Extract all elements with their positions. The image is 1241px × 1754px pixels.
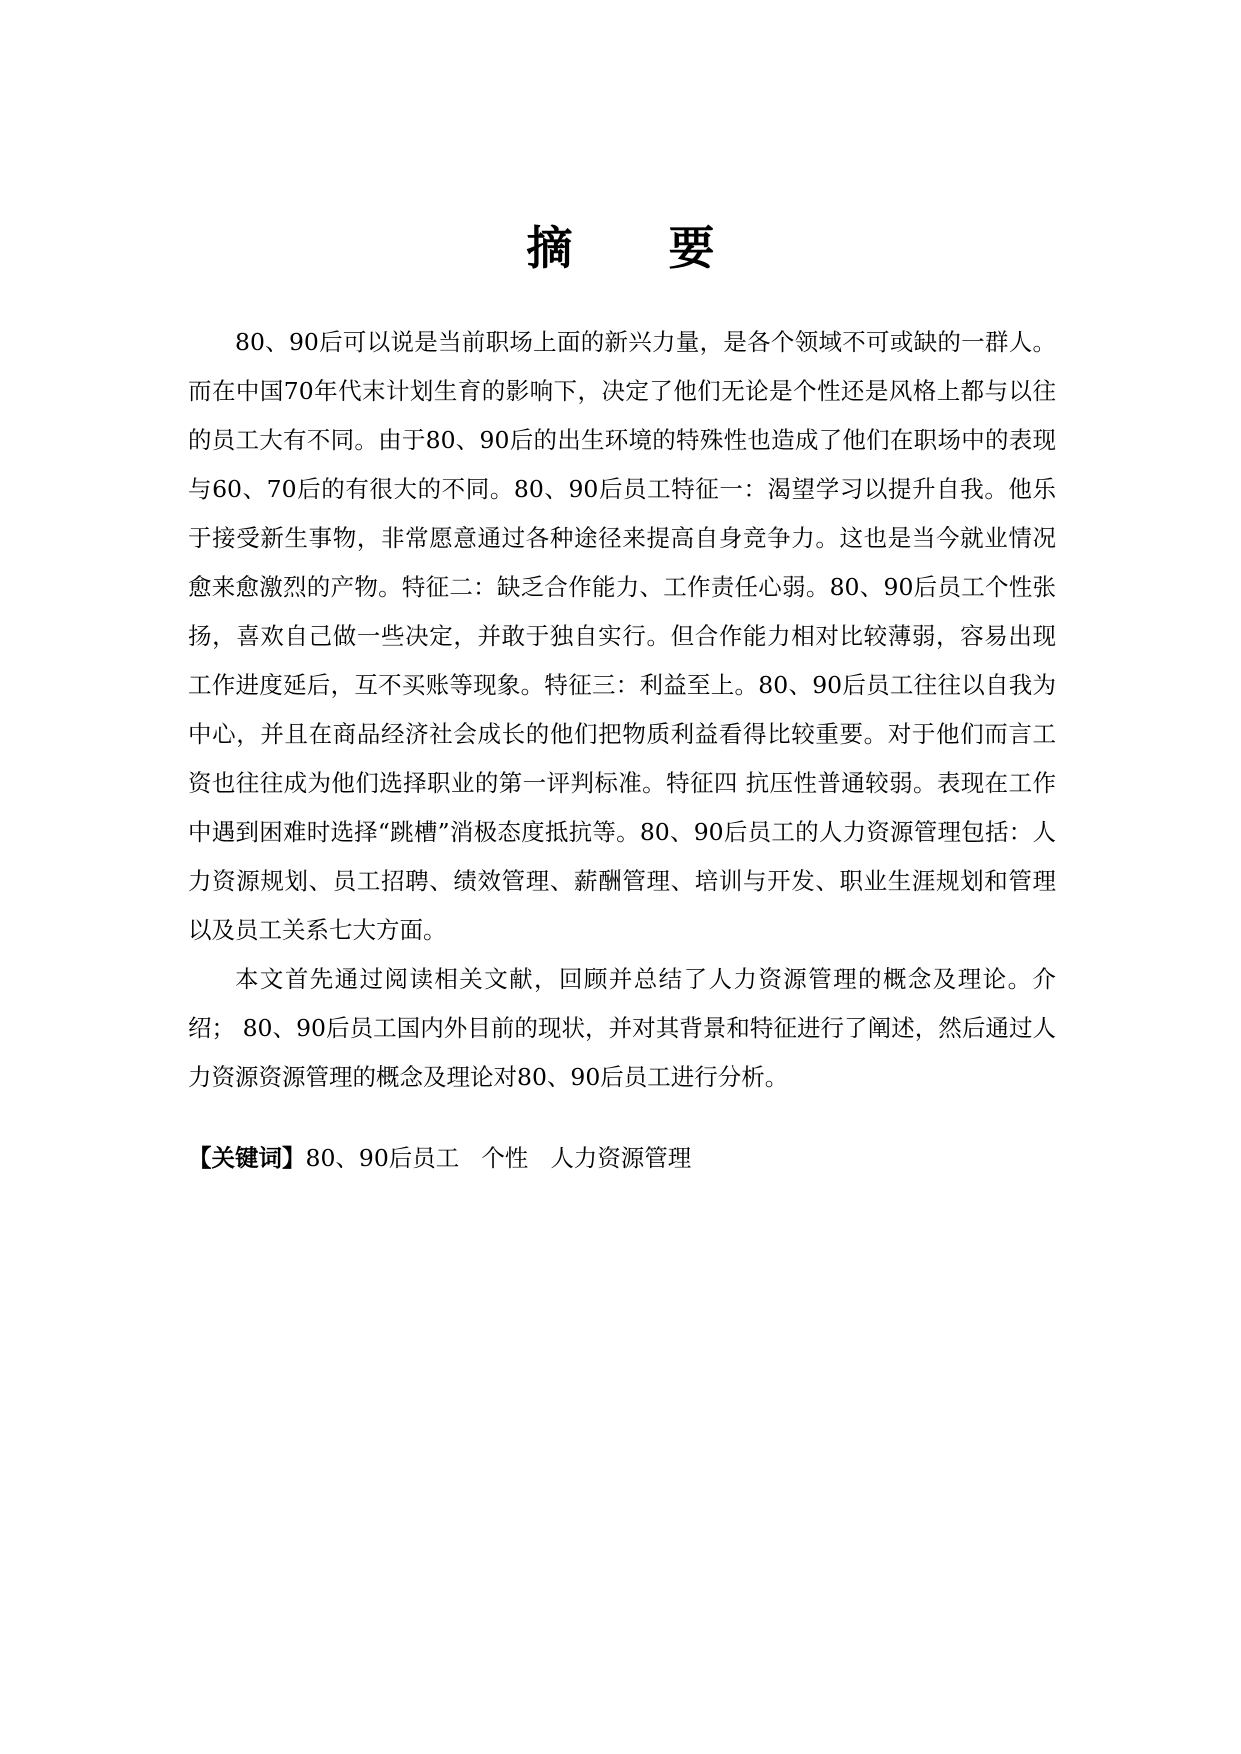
keywords-line <box>188 1134 1056 1183</box>
abstract-paragraph-2: 本文首先通过阅读相关文献，回顾并总结了人力资源管理的概念及理论。介绍； 80、90后员工国内外目前的现状，并对其背景和特征进行了阐述，然后通过人力资源资源管理的概念及理论对80、90后员工进行分析。 <box>188 965 1056 1091</box>
keyword-item: 80、90后员工 <box>305 1144 460 1172</box>
keywords-label: 【关键词】 <box>188 1144 306 1172</box>
keyword-item: 人力资源管理 <box>550 1144 692 1172</box>
abstract-body <box>188 318 1056 1102</box>
page-title: 摘 要 <box>526 221 755 275</box>
abstract-paragraph-1: 80、90后可以说是当前职场上面的新兴力量，是各个领域不可或缺的一群人。而在中国70年代末计划生育的影响下，决定了他们无论是个性还是风格上都与以往的员工大有不同。由于80、90后的出生环境的特殊性也造成了他们在职场中的表现与60、70后的有很大的不同。80、90后员工特征一：渴望学习以提升自我。他乐于接受新生事物，非常愿意通过各种途径来提高自身竞争力。这也是当今就业情况愈来愈激烈的产物。特征二：缺乏合作能力、工作责任心弱。80、90后员工个性张扬，喜欢自己做一些决定，并敢于独自实行。但合作能力相对比较薄弱，容易出现工作进度延后，互不买账等现象。特征三：利益至上。80、90后员工往往以自我为中心，并且在商品经济社会成长的他们把物质利益看得比较重要。对于他们而言工资也往往成为他们选择职业的第一评判标准。特征四 抗压性普通较弱。表现在工作中遇到困难时选择“跳槽”消极态度抵抗等。80、90后员工的人力资源管理包括：人力资源规划、员工招聘、绩效管理、薪酬管理、培训与开发、职业生涯规划和管理以及员工关系七大方面。 <box>188 328 1056 944</box>
keyword-item: 个性 <box>481 1144 529 1172</box>
